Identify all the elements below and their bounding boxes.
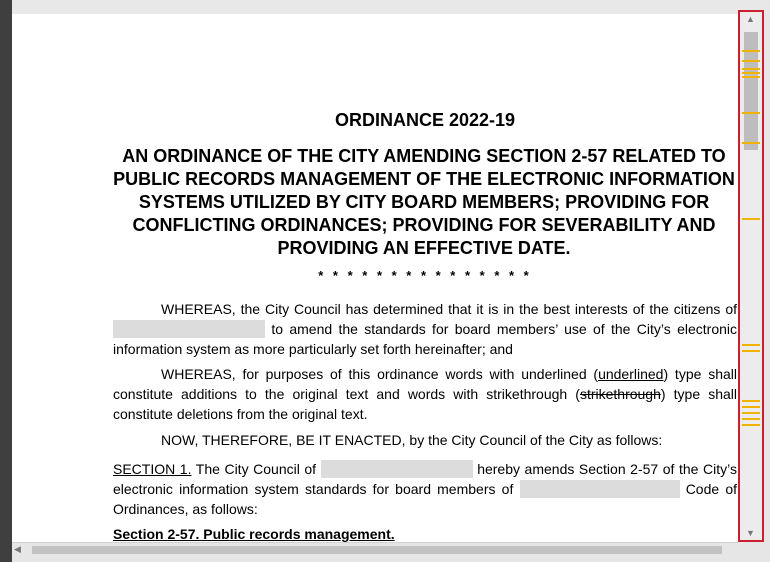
scroll-left-icon[interactable]: ◀ <box>14 544 21 554</box>
search-hit-marker[interactable] <box>742 344 760 346</box>
para3-text: NOW, THEREFORE, BE IT ENACTED, by the City Council of the City as follows: <box>161 432 663 448</box>
redacted-city-name-2 <box>321 460 473 478</box>
redacted-city-name-3 <box>520 480 680 498</box>
scroll-up-icon[interactable]: ▲ <box>746 14 755 24</box>
paragraph-enacted <box>113 430 737 450</box>
underlined-example: underlined <box>598 366 664 382</box>
search-hit-marker[interactable] <box>742 76 760 78</box>
search-hit-marker[interactable] <box>742 50 760 52</box>
search-hit-marker[interactable] <box>742 412 760 414</box>
para4-text-a: The City Council of <box>195 461 317 477</box>
search-hit-marker[interactable] <box>742 406 760 408</box>
paragraph-whereas-2 <box>113 364 737 424</box>
top-toolbar-strip <box>0 0 770 14</box>
para4-text-b: hereby amends Section 2-57 of the City’s electronic information system standards for board members of <box>113 461 737 497</box>
left-panel-edge <box>0 0 12 562</box>
search-hit-marker[interactable] <box>742 112 760 114</box>
para4-text-c: Code of Ordinances, as follows: <box>113 481 737 517</box>
ordinance-number: ORDINANCE 2022-19 <box>334 110 516 130</box>
paragraph-whereas-1 <box>113 299 737 359</box>
search-hit-marker[interactable] <box>742 350 760 352</box>
search-hit-marker[interactable] <box>742 68 760 70</box>
redacted-city-name <box>113 320 265 338</box>
vertical-scrollbar[interactable] <box>738 10 764 542</box>
search-hit-marker[interactable] <box>742 400 760 402</box>
search-hit-marker[interactable] <box>742 142 760 144</box>
para1-text-a: WHEREAS, the City Council has determined that it is in the best interests of the citizens of <box>161 301 737 317</box>
ordinance-title-text: AN ORDINANCE OF THE CITY AMENDING SECTION 2-57 RELATED TO PUBLIC RECORDS MANAGEMENT OF THE ELECTRONIC INFORMATION SYSTEMS UTILIZED BY CITY BOARD MEMBERS; PROVIDING FOR CONFLICTING ORDINANCES; PROVIDING FOR SEVERABILITY AND PROVIDING AN EFFECTIVE DATE. <box>113 146 735 258</box>
search-hit-marker[interactable] <box>742 418 760 420</box>
section-1-label: SECTION 1. <box>113 461 192 477</box>
section-heading: Section 2-57. Public records management. <box>113 526 395 542</box>
search-hit-marker[interactable] <box>742 60 760 62</box>
separator-stars: * * * * * * * * * * * * * * * <box>318 268 532 283</box>
para1-text-b: to amend the standards for board members’ use of the City’s electronic information system as more particularly set forth hereinafter; and <box>113 321 737 357</box>
search-hit-marker[interactable] <box>742 424 760 426</box>
ordinance-title <box>102 145 738 260</box>
document-page <box>12 14 738 542</box>
para2-text-c: ) type shall constitute deletions from the original text. <box>113 386 737 422</box>
para2-text-a: WHEREAS, for purposes of this ordinance words with underlined ( <box>161 366 599 382</box>
search-hit-marker[interactable] <box>742 72 760 74</box>
paragraph-section-1 <box>113 459 737 519</box>
para2-text-b: ) type shall constitute additions to the original text and words with strikethrough ( <box>113 366 737 402</box>
horizontal-scroll-thumb[interactable] <box>32 546 722 554</box>
horizontal-scrollbar[interactable] <box>12 542 738 557</box>
scroll-down-icon[interactable]: ▼ <box>746 528 755 538</box>
strikethrough-example: strikethrough <box>579 386 661 402</box>
search-hit-marker[interactable] <box>742 218 760 220</box>
